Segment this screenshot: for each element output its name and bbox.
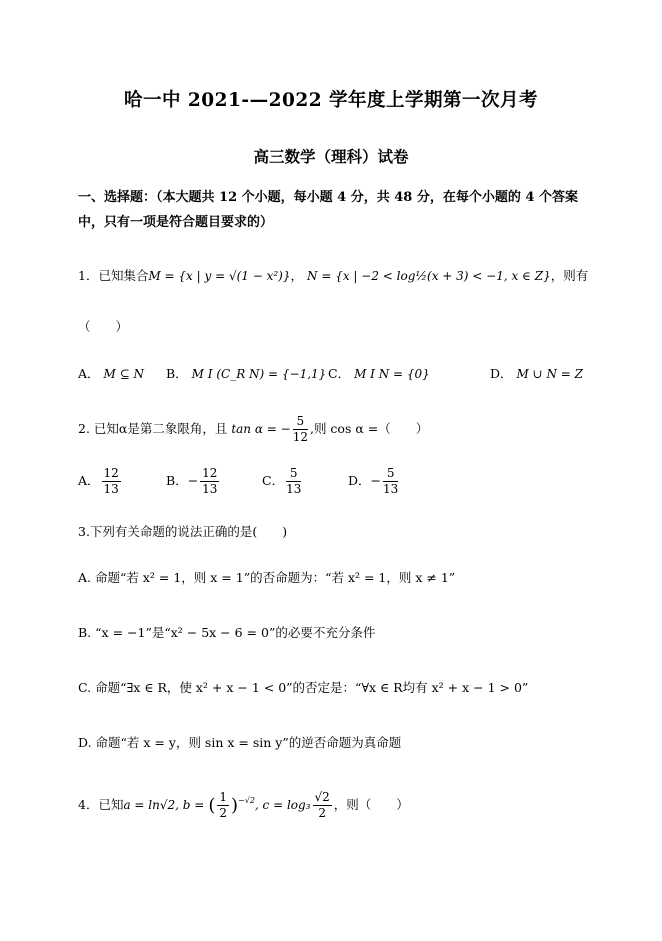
q1-option-c: C． M I N = {0}	[328, 366, 430, 381]
q2-option-d: D．− $\frac{5}{13}$	[348, 466, 399, 496]
q2-fraction: $\frac{5}{12}$	[292, 414, 308, 444]
q3-option-a: A. 命题“若 x² = 1，则 x = 1”的否命题为：“若 x² = 1，则 x ≠ 1”	[78, 570, 456, 585]
question-4-stem: 4．已知a = ln√2, b = ( $\frac{1}{2}$ )$^{-√2}$, c = log₃ $\frac{√2}{2}$ ，则（ ）	[78, 790, 409, 820]
question-2-stem: 2. 已知α是第二象限角，且 tan α = − $\frac{5}{12}$ ,则 cos α =（ ）	[78, 414, 429, 444]
exam-title: 哈一中 2021-—2022 学年度上学期第一次月考	[123, 90, 539, 111]
q1-option-a: A． M ⊆ N	[78, 366, 144, 381]
q1-set-m: M = {x | y = √(1 − x²)}	[148, 269, 291, 283]
q3-option-c: C. 命题“∃x ∈ R，使 x² + x − 1 < 0”的否定是：“∀x ∈ R均有 x² + x − 1 > 0”	[78, 680, 529, 695]
question-3-stem: 3.下列有关命题的说法正确的是( )	[78, 524, 288, 539]
q1-suffix: ，则有	[550, 268, 589, 283]
q1-set-n: N = {x | −2 < log½(x + 3) < −1, x ∈ Z}	[307, 269, 551, 283]
q1-option-b: B． M I (C_R N) = {−1,1}	[166, 366, 327, 381]
q1-option-d: D． M ∪ N = Z	[490, 366, 584, 381]
q1-prefix: 1．已知集合	[78, 268, 149, 283]
q2-option-c: C． $\frac{5}{13}$	[262, 466, 302, 496]
q2-option-a: A． $\frac{12}{13}$	[78, 466, 119, 496]
q1-comma: ，	[290, 268, 304, 283]
q2-option-b: B．− $\frac{12}{13}$	[166, 466, 218, 496]
section-heading: 一、选择题：（本大题共 12 个小题，每小题 4 分，共 48 分，在每个小题的 4 个答案中，只有一项是符合题目要求的）	[78, 190, 578, 230]
q3-option-d: D. 命题“若 x = y，则 sin x = sin y”的逆否命题为真命题	[78, 735, 402, 750]
q1-answer-blank: （ ）	[78, 319, 129, 334]
question-1-stem	[78, 266, 588, 284]
q3-option-b: B. “x = −1”是“x² − 5x − 6 = 0”的必要不充分条件	[78, 625, 376, 640]
exam-subtitle: 高三数学（理科）试卷	[253, 147, 409, 166]
